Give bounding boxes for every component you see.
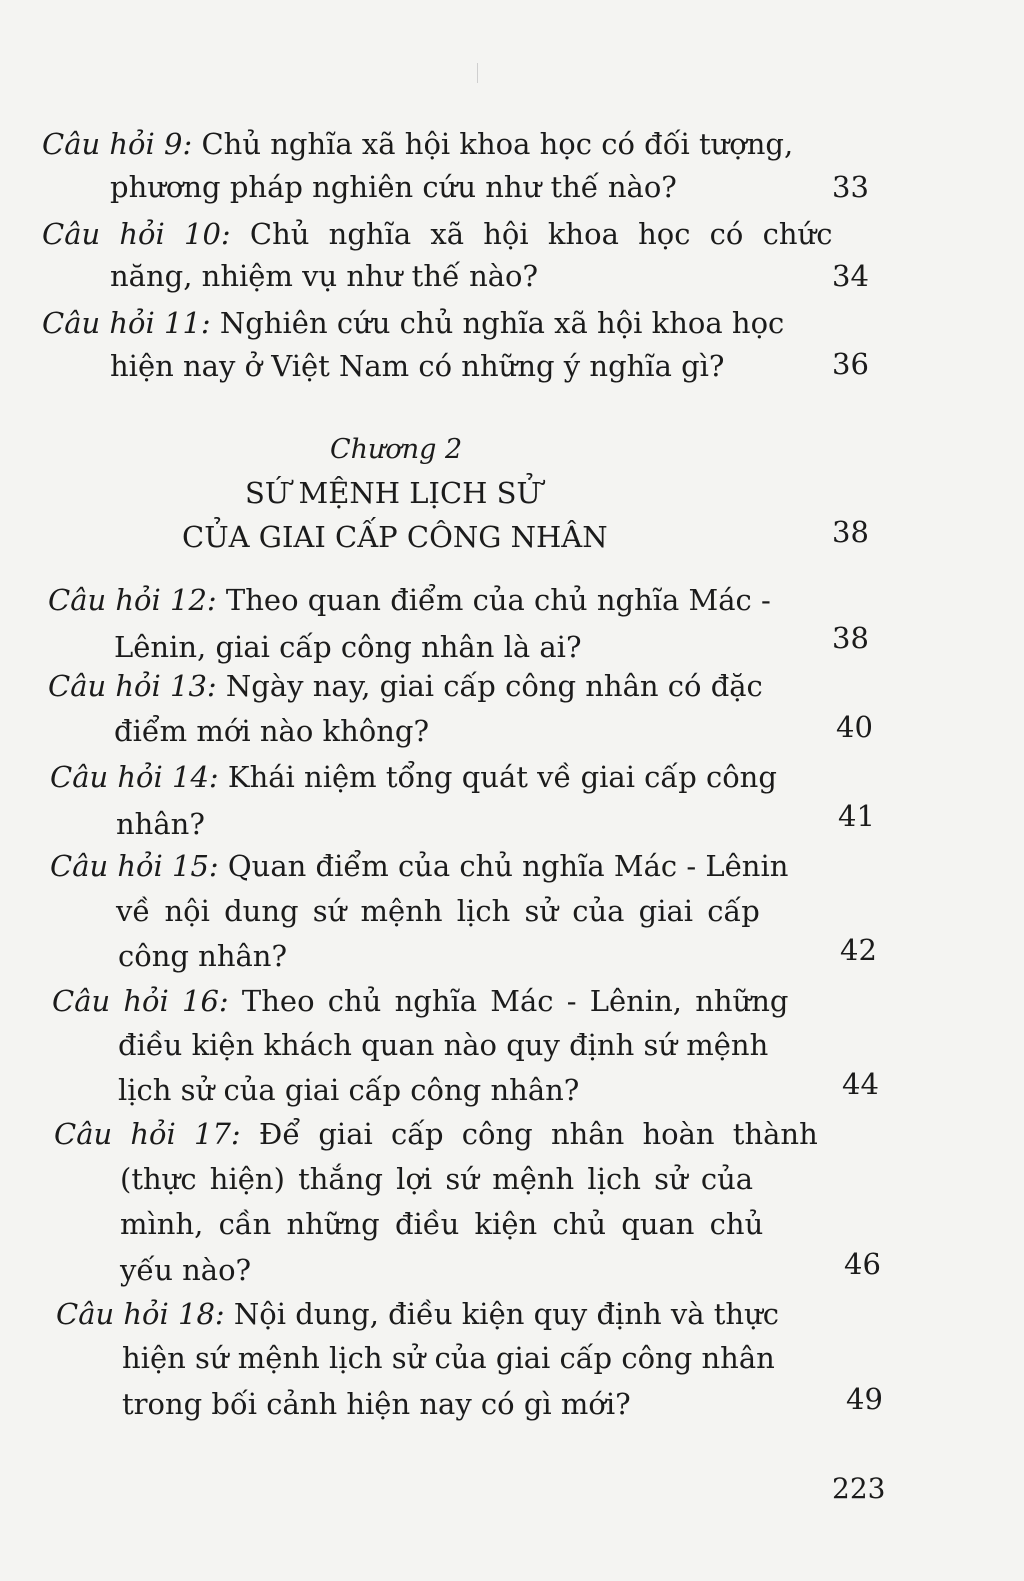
toc-entry-text: Nội dung, điều kiện quy định và thực (233, 1297, 780, 1331)
toc-entry-label: Câu hỏi 9: (42, 127, 193, 161)
toc-page-number: 38 (832, 621, 869, 655)
toc-entry-line (48, 583, 771, 617)
toc-entry-line: nhân? (116, 807, 205, 841)
toc-entry-line (54, 1117, 818, 1151)
toc-entry-text: Chủ nghĩa xã hội khoa học có chức (249, 217, 833, 251)
chapter-title-line: SỨ MỆNH LỊCH SỬ (245, 476, 541, 510)
toc-entry-text: Ngày nay, giai cấp công nhân có đặc (225, 669, 763, 703)
toc-entry-line: mình, cần những điều kiện chủ quan chủ (120, 1207, 764, 1241)
toc-entry-line (42, 127, 794, 161)
toc-entry-line: năng, nhiệm vụ như thế nào? (110, 259, 539, 293)
toc-page-number: 46 (844, 1247, 881, 1281)
toc-entry-line (48, 669, 763, 703)
chapter-title-line: CỦA GIAI CẤP CÔNG NHÂN (182, 520, 608, 554)
toc-entry-text: Khái niệm tổng quát về giai cấp công (227, 760, 777, 794)
toc-page-number: 44 (842, 1067, 879, 1101)
toc-page-number: 49 (846, 1382, 883, 1416)
toc-entry-line: điều kiện khách quan nào quy định sứ mệnh (118, 1028, 769, 1062)
toc-entry-text: Nghiên cứu chủ nghĩa xã hội khoa học (219, 306, 785, 340)
toc-entry-line (50, 849, 789, 883)
toc-entry-label: Câu hỏi 14: (50, 760, 219, 794)
toc-entry-text: Quan điểm của chủ nghĩa Mác - Lênin (227, 849, 789, 883)
toc-page-number: 40 (836, 710, 873, 744)
toc-entry-text: Chủ nghĩa xã hội khoa học có đối tượng, (201, 127, 794, 161)
toc-entry-text: Để giai cấp công nhân hoàn thành (258, 1117, 818, 1151)
toc-page-number: 38 (832, 515, 869, 549)
gutter-mark (477, 63, 478, 83)
toc-page-number: 36 (832, 347, 869, 381)
toc-entry-text: Theo quan điểm của chủ nghĩa Mác - (225, 583, 771, 617)
toc-entry-line (42, 306, 785, 340)
toc-entry-label: Câu hỏi 10: (42, 217, 231, 251)
toc-entry-line (52, 984, 789, 1018)
toc-entry-line: hiện nay ở Việt Nam có những ý nghĩa gì? (110, 349, 725, 383)
toc-entry-label: Câu hỏi 16: (52, 984, 229, 1018)
toc-entry-line: hiện sứ mệnh lịch sử của giai cấp công nhân (122, 1341, 775, 1375)
toc-entry-line: lịch sử của giai cấp công nhân? (118, 1073, 580, 1107)
toc-entry-label: Câu hỏi 13: (48, 669, 217, 703)
toc-entry-label: Câu hỏi 15: (50, 849, 219, 883)
chapter-label: Chương 2 (330, 434, 463, 465)
toc-page-number: 33 (832, 170, 869, 204)
toc-entry-line: điểm mới nào không? (114, 714, 429, 748)
toc-entry-label: Câu hỏi 18: (56, 1297, 225, 1331)
toc-page-number: 41 (838, 799, 875, 833)
toc-entry-line: trong bối cảnh hiện nay có gì mới? (122, 1387, 631, 1421)
toc-entry-line: Lênin, giai cấp công nhân là ai? (114, 630, 582, 664)
toc-entry-line: công nhân? (118, 939, 288, 973)
toc-entry-line: phương pháp nghiên cứu như thế nào? (110, 170, 677, 204)
page-number: 223 (832, 1472, 886, 1505)
toc-entry-line (56, 1297, 780, 1331)
toc-entry-line: yếu nào? (120, 1253, 252, 1287)
toc-entry-line (50, 760, 777, 794)
toc-page-number: 42 (840, 933, 877, 967)
toc-page-number: 34 (832, 259, 869, 293)
toc-entry-label: Câu hỏi 12: (48, 583, 217, 617)
toc-entry-label: Câu hỏi 17: (54, 1117, 241, 1151)
toc-entry-text: Theo chủ nghĩa Mác - Lênin, những (241, 984, 789, 1018)
toc-entry-line: (thực hiện) thắng lợi sứ mệnh lịch sử của (120, 1162, 754, 1196)
toc-entry-label: Câu hỏi 11: (42, 306, 211, 340)
toc-entry-line: về nội dung sứ mệnh lịch sử của giai cấp (116, 894, 760, 928)
toc-entry-line (42, 217, 833, 251)
